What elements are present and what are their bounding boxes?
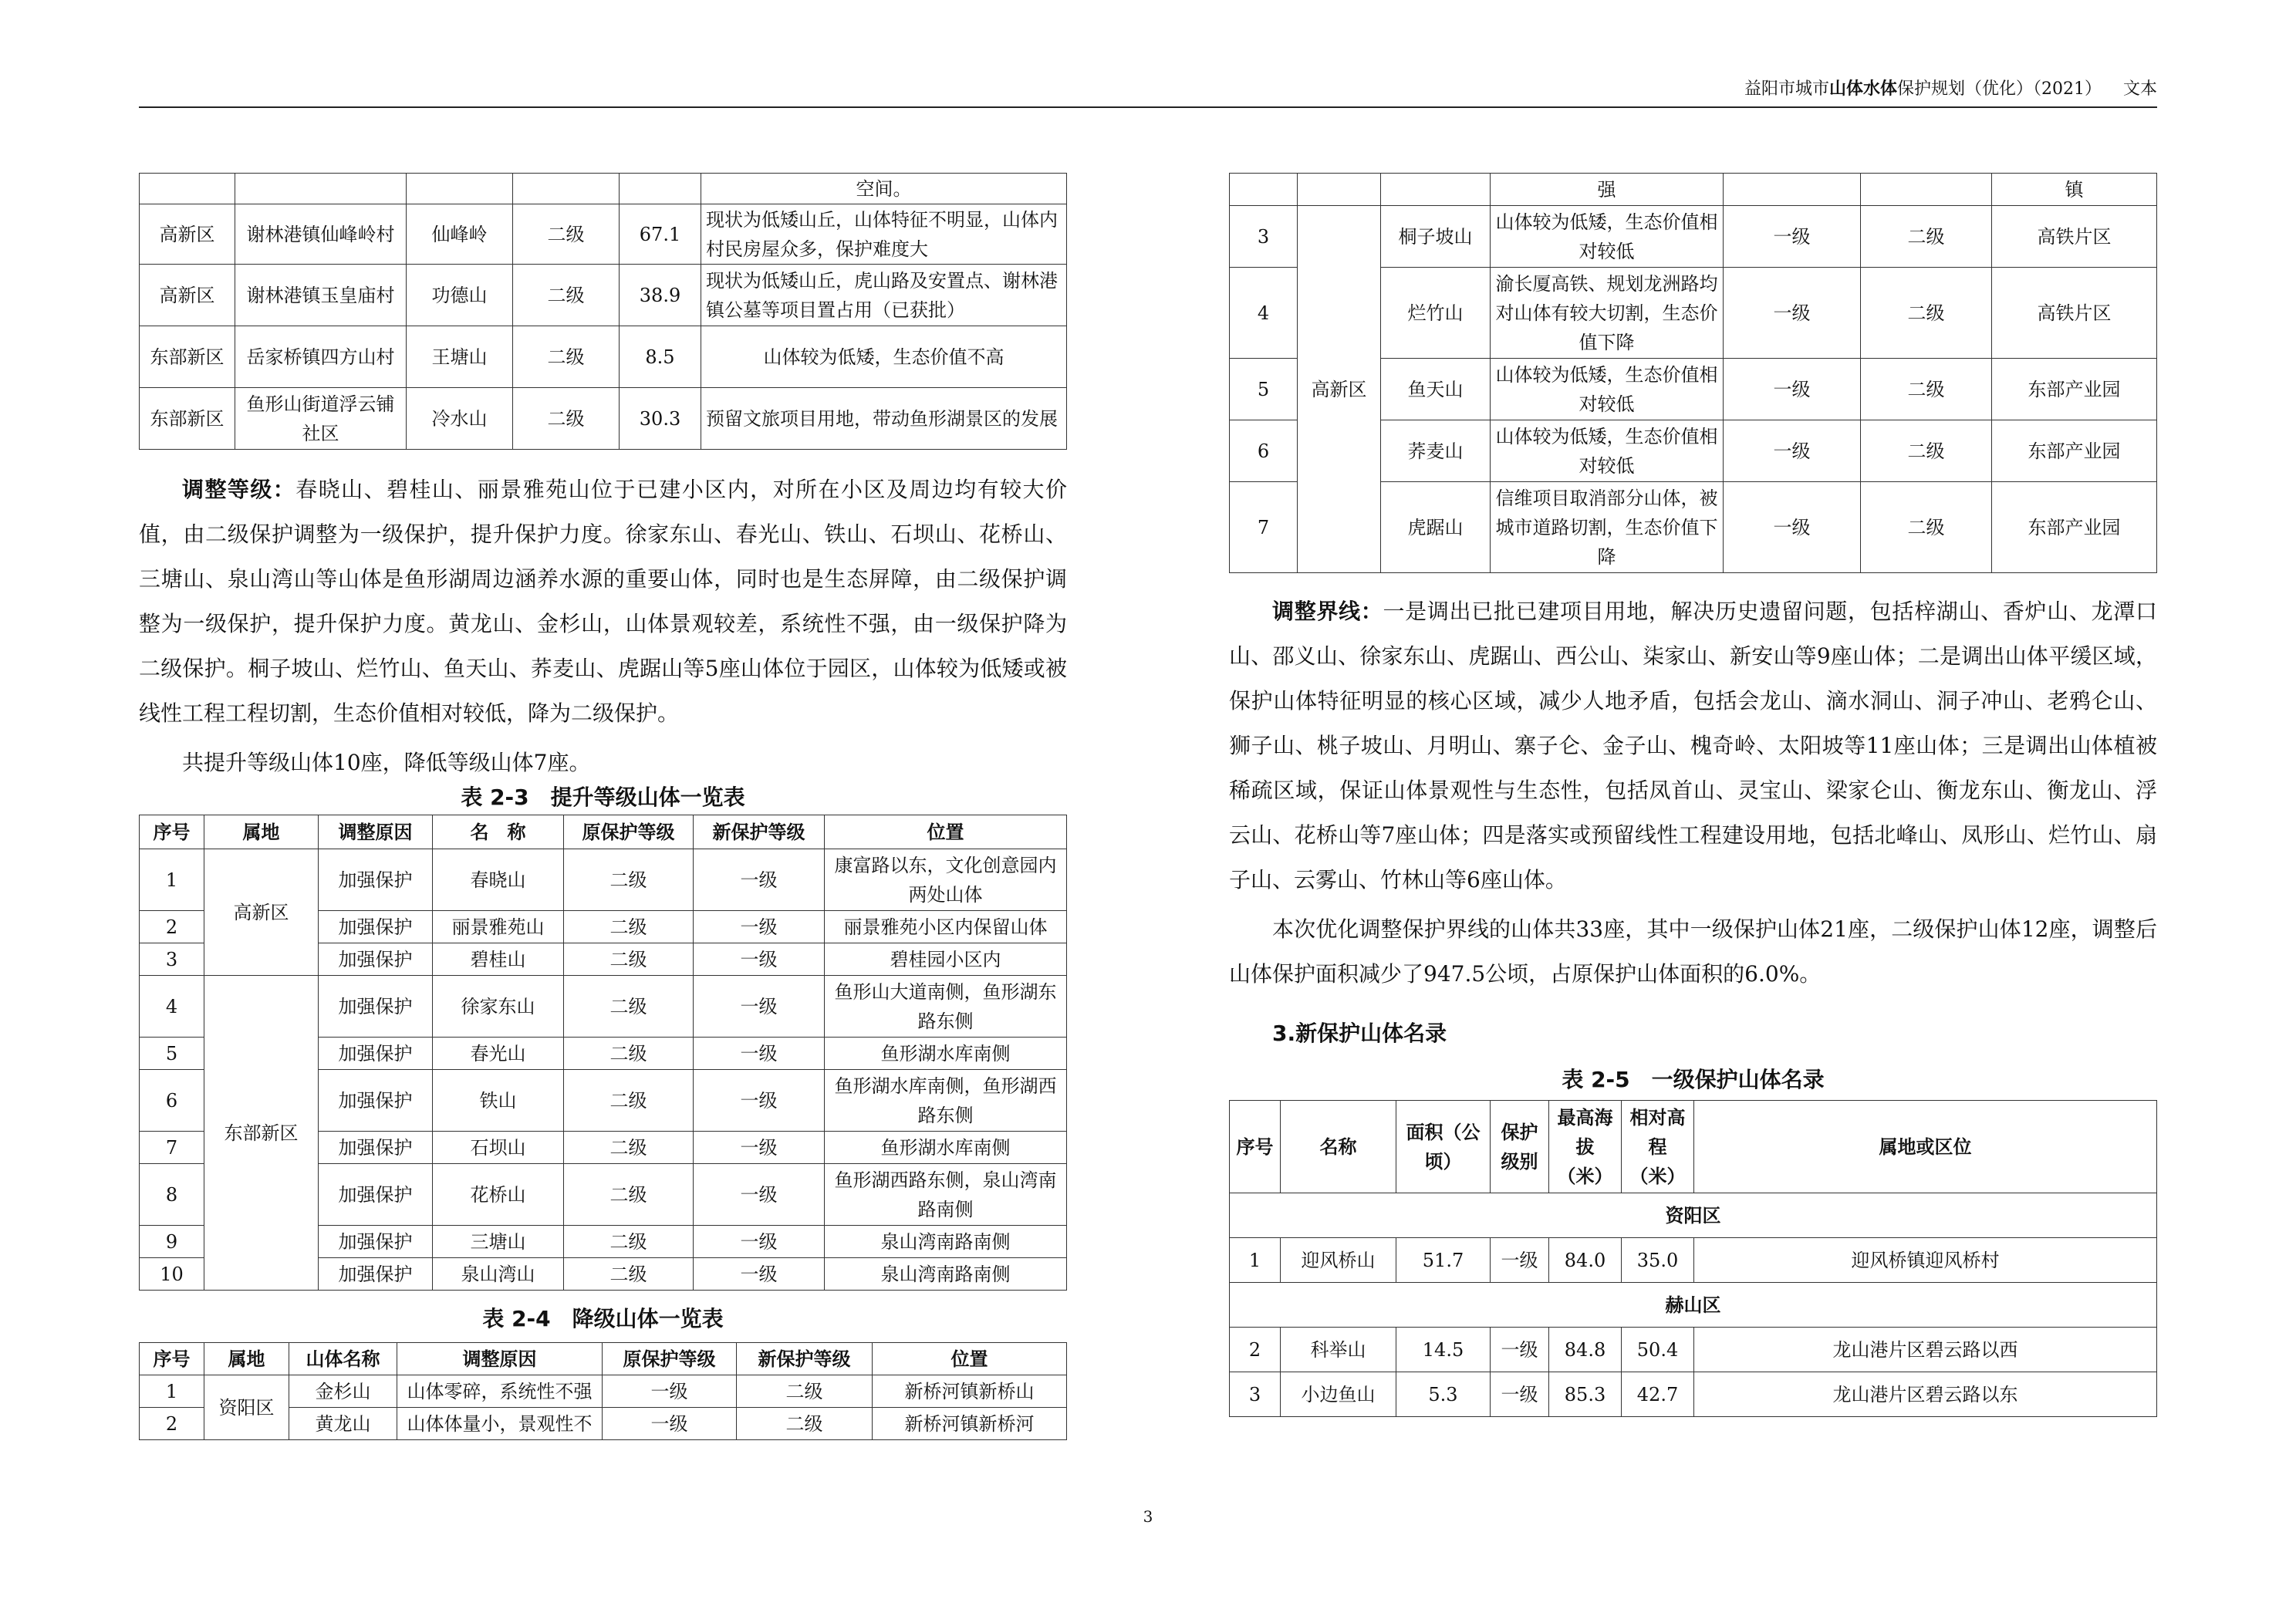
table-2-5 (1229, 1100, 2157, 1417)
paragraph-adjust-boundary (1229, 589, 2157, 903)
column-header: 名称 (1281, 1101, 1396, 1193)
cell: 一级 (694, 1038, 825, 1070)
cell: 荞麦山 (1381, 420, 1491, 482)
cell: 一级 (1724, 420, 1861, 482)
cell: 14.5 (1396, 1328, 1491, 1372)
table-row (140, 326, 1067, 388)
cell: 二级 (737, 1375, 873, 1408)
cell: 山体较为低矮，生态价值相对较低 (1491, 206, 1724, 268)
group-cell: 高新区 (204, 849, 319, 976)
column-header: 新保护等级 (694, 815, 825, 849)
column-header: 序号 (1230, 1101, 1281, 1193)
column-header: 属地或区位 (1694, 1101, 2157, 1193)
cell: 一级 (694, 1258, 825, 1291)
cell: 35.0 (1622, 1238, 1694, 1283)
cell: 6 (140, 1070, 204, 1132)
cell: 加强保护 (319, 976, 433, 1038)
table-2-3 (139, 815, 1067, 1291)
cell: 信维项目取消部分山体，被城市道路切割，生态价值下降 (1491, 482, 1724, 573)
cell: 加强保护 (319, 1132, 433, 1164)
cell: 现状为低矮山丘，山体特征不明显，山体内村民房屋众多，保护难度大 (701, 204, 1067, 265)
paragraph-summary (139, 741, 1067, 785)
cell: 山体较为低矮，生态价值不高 (701, 326, 1067, 388)
group-cell: 高新区 (1298, 206, 1381, 573)
column-header: 调整原因 (397, 1343, 603, 1375)
cell: 鱼形湖水库南侧 (825, 1132, 1067, 1164)
cell: 8 (140, 1164, 204, 1226)
cell: 3 (1230, 206, 1298, 268)
cell: 85.3 (1549, 1372, 1622, 1417)
cell: 仙峰岭 (407, 204, 513, 265)
cell: 鱼形湖西路东侧，泉山湾南路南侧 (825, 1164, 1067, 1226)
table-row (140, 976, 1067, 1038)
cell: 丽景雅苑山 (433, 911, 564, 943)
district-row (1230, 1193, 2157, 1238)
cell: 功德山 (407, 265, 513, 326)
cell: 7 (1230, 482, 1298, 573)
cell: 二级 (564, 911, 694, 943)
cell: 龙山港片区碧云路以东 (1694, 1372, 2157, 1417)
cell: 加强保护 (319, 943, 433, 976)
cell: 二级 (513, 388, 620, 450)
cell: 泉山湾南路南侧 (825, 1258, 1067, 1291)
page-number: 3 (1143, 1507, 1153, 1526)
table-row (1230, 1372, 2157, 1417)
para-text: 一是调出已批已建项目用地，解决历史遗留问题，包括梓湖山、香炉山、龙潭口山、邵义山、徐家东山、虎踞山、西公山、柒家山、新安山等9座山体；二是调出山体平缓区域，保护山体特征明显的核心区域，减少人地矛盾，包括会龙山、滴水洞山、洞子冲山、老鸦仑山、狮子山、桃子坡山、月明山、寨子仑、金子山、槐奇岭、太阳坡等11座山体；三是调出山体植被稀疏区域，保证山体景观性与生态性，包括凤首山、灵宝山、梁家仑山、衡龙东山、衡龙山、浮云山、花桥山等7座山体；四是落实或预留线性工程建设用地，包括北峰山、凤形山、烂竹山、扇子山、云雾山、竹林山等6座山体。 (1229, 599, 2157, 892)
cell: 2 (140, 911, 204, 943)
cell: 二级 (564, 1038, 694, 1070)
cell: 春晓山 (433, 849, 564, 911)
table-2-5-caption: 表 2-5 一级保护山体名录 (1562, 1067, 1825, 1092)
cell: 高铁片区 (1992, 206, 2157, 268)
table-row (140, 1375, 1067, 1408)
cell: 鱼形山大道南侧，鱼形湖东路东侧 (825, 976, 1067, 1038)
cell (1381, 174, 1491, 206)
cell: 鱼形湖水库南侧，鱼形湖西路东侧 (825, 1070, 1067, 1132)
cell: 加强保护 (319, 1258, 433, 1291)
cell: 二级 (513, 204, 620, 265)
table-2-3-caption: 表 2-3 提升等级山体一览表 (461, 785, 745, 810)
cell: 二级 (513, 326, 620, 388)
cell: 一级 (694, 976, 825, 1038)
table-2-4-continued (1229, 173, 2157, 573)
cell: 5 (140, 1038, 204, 1070)
table-row (1230, 174, 2157, 206)
cell: 一级 (1724, 482, 1861, 573)
district-row (1230, 1283, 2157, 1328)
cell: 山体体量小，景观性不 (397, 1408, 603, 1440)
cell: 二级 (564, 976, 694, 1038)
cell: 一级 (694, 1164, 825, 1226)
cell: 8.5 (620, 326, 701, 388)
cell: 50.4 (1622, 1328, 1694, 1372)
cell: 一级 (694, 1226, 825, 1258)
table-row (140, 204, 1067, 265)
cell: 泉山湾南路南侧 (825, 1226, 1067, 1258)
cell: 二级 (564, 1258, 694, 1291)
cell: 康富路以东，文化创意园内两处山体 (825, 849, 1067, 911)
cell: 东部产业园 (1992, 420, 2157, 482)
cell: 鱼形湖水库南侧 (825, 1038, 1067, 1070)
cell: 虎踞山 (1381, 482, 1491, 573)
cell: 现状为低矮山丘，虎山路及安置点、谢林港镇公墓等项目置占用（已获批） (701, 265, 1067, 326)
cell: 黄龙山 (289, 1408, 397, 1440)
cell: 二级 (1861, 206, 1992, 268)
cell: 二级 (513, 265, 620, 326)
cell: 石坝山 (433, 1132, 564, 1164)
cell: 谢林港镇仙峰岭村 (235, 204, 407, 265)
district-label: 赫山区 (1230, 1283, 2157, 1328)
column-header: 原保护等级 (603, 1343, 737, 1375)
cell: 王塘山 (407, 326, 513, 388)
cell: 一级 (694, 911, 825, 943)
cell: 徐家东山 (433, 976, 564, 1038)
cell: 一级 (1491, 1372, 1549, 1417)
table-2-4-caption: 表 2-4 降级山体一览表 (482, 1306, 724, 1331)
cell: 一级 (603, 1408, 737, 1440)
cell: 烂竹山 (1381, 268, 1491, 359)
cell: 新桥河镇新桥山 (873, 1375, 1067, 1408)
column-header: 调整原因 (319, 815, 433, 849)
cell: 二级 (1861, 482, 1992, 573)
table-row (1230, 1328, 2157, 1372)
table-row (140, 265, 1067, 326)
cell: 一级 (1491, 1328, 1549, 1372)
cell: 一级 (1491, 1238, 1549, 1283)
para-label: 调整界线： (1272, 599, 1383, 624)
cell: 一级 (694, 1070, 825, 1132)
cell: 4 (1230, 268, 1298, 359)
cell: 桐子坡山 (1381, 206, 1491, 268)
cell: 7 (140, 1132, 204, 1164)
cell: 84.8 (1549, 1328, 1622, 1372)
cell: 鱼形山街道浮云铺社区 (235, 388, 407, 450)
cell: 42.7 (1622, 1372, 1694, 1417)
cell: 强 (1491, 174, 1724, 206)
cell: 一级 (694, 849, 825, 911)
cell: 5.3 (1396, 1372, 1491, 1417)
cell: 一级 (1724, 206, 1861, 268)
cell: 10 (140, 1258, 204, 1291)
column-header: 相对高程（米） (1622, 1101, 1694, 1193)
column-header: 序号 (140, 1343, 204, 1375)
cell (1298, 174, 1381, 206)
cell: 山体零碎，系统性不强 (397, 1375, 603, 1408)
cell: 预留文旅项目用地，带动鱼形湖景区的发展 (701, 388, 1067, 450)
cell: 30.3 (620, 388, 701, 450)
table-row (1230, 206, 2157, 268)
cell: 东部新区 (140, 388, 235, 450)
header-tag: 文本 (2122, 79, 2157, 99)
cell: 山体较为低矮，生态价值相对较低 (1491, 420, 1724, 482)
cell: 春光山 (433, 1038, 564, 1070)
cell: 泉山湾山 (433, 1258, 564, 1291)
cell: 花桥山 (433, 1164, 564, 1226)
cell: 4 (140, 976, 204, 1038)
table-row (140, 388, 1067, 450)
cell: 空间。 (701, 174, 1067, 204)
cell: 加强保护 (319, 1226, 433, 1258)
table-row (1230, 1238, 2157, 1283)
group-cell: 资阳区 (204, 1375, 289, 1440)
cell (1230, 174, 1298, 206)
column-header: 位置 (873, 1343, 1067, 1375)
column-header: 名 称 (433, 815, 564, 849)
para-label: 调整等级： (182, 477, 296, 502)
cell: 38.9 (620, 265, 701, 326)
column-header: 原保护等级 (564, 815, 694, 849)
cell: 二级 (564, 1226, 694, 1258)
cell: 东部新区 (140, 326, 235, 388)
cell (1724, 174, 1861, 206)
cell: 加强保护 (319, 1038, 433, 1070)
cell: 2 (140, 1408, 204, 1440)
cell: 5 (1230, 359, 1298, 420)
cell: 谢林港镇玉皇庙村 (235, 265, 407, 326)
cell: 冷水山 (407, 388, 513, 450)
cell: 9 (140, 1226, 204, 1258)
header-title-bold: 山体水体 (1828, 79, 1897, 99)
cell: 二级 (564, 1164, 694, 1226)
table-row (140, 849, 1067, 911)
cell: 二级 (564, 1070, 694, 1132)
column-header: 最高海拔（米） (1549, 1101, 1622, 1193)
cell: 二级 (1861, 359, 1992, 420)
cell: 丽景雅苑小区内保留山体 (825, 911, 1067, 943)
cell: 三塘山 (433, 1226, 564, 1258)
table-2-4 (139, 1342, 1067, 1440)
table-continued (139, 173, 1067, 450)
cell: 2 (1230, 1328, 1281, 1372)
cell: 二级 (564, 943, 694, 976)
para-text: 春晓山、碧桂山、丽景雅苑山位于已建小区内，对所在小区及周边均有较大价值，由二级保护调整为一级保护，提升保护力度。徐家东山、春光山、铁山、石坝山、花桥山、三塘山、泉山湾山等山体是鱼形湖周边涵养水源的重要山体，同时也是生态屏障，由二级保护调整为一级保护，提升保护力度。黄龙山、金杉山，山体景观较差，系统性不强，由一级保护降为二级保护。桐子坡山、烂竹山、鱼天山、荞麦山、虎踞山等5座山体位于园区，山体较为低矮或被线性工程工程切割，生态价值相对较低，降为二级保护。 (139, 477, 1067, 726)
cell: 3 (1230, 1372, 1281, 1417)
header-title-pre: 益阳市城市 (1744, 79, 1829, 99)
para-text: 本次优化调整保护界线的山体共33座，其中一级保护山体21座，二级保护山体12座，调整后山体保护面积减少了947.5公顷，占原保护山体面积的6.0%。 (1229, 916, 2157, 987)
section-heading: 3.新保护山体名录 (1272, 1021, 1447, 1046)
paragraph-adjust-level (139, 467, 1067, 736)
column-header: 保护级别 (1491, 1101, 1549, 1193)
column-header: 序号 (140, 815, 204, 849)
cell: 迎风桥山 (1281, 1238, 1396, 1283)
column-header: 位置 (825, 815, 1067, 849)
cell: 加强保护 (319, 849, 433, 911)
cell: 加强保护 (319, 1164, 433, 1226)
cell: 碧桂园小区内 (825, 943, 1067, 976)
column-header: 山体名称 (289, 1343, 397, 1375)
cell: 1 (140, 849, 204, 911)
cell: 岳家桥镇四方山村 (235, 326, 407, 388)
cell: 51.7 (1396, 1238, 1491, 1283)
cell: 高新区 (140, 204, 235, 265)
cell: 1 (140, 1375, 204, 1408)
cell: 67.1 (620, 204, 701, 265)
table-header-row (1230, 1101, 2157, 1193)
cell: 东部产业园 (1992, 482, 2157, 573)
column-header: 属地 (204, 1343, 289, 1375)
cell: 铁山 (433, 1070, 564, 1132)
cell: 镇 (1992, 174, 2157, 206)
cell: 高新区 (140, 265, 235, 326)
cell: 6 (1230, 420, 1298, 482)
cell: 二级 (564, 849, 694, 911)
group-cell: 东部新区 (204, 976, 319, 1291)
cell: 二级 (1861, 268, 1992, 359)
cell: 3 (140, 943, 204, 976)
cell: 龙山港片区碧云路以西 (1694, 1328, 2157, 1372)
column-header: 属地 (204, 815, 319, 849)
cell: 鱼天山 (1381, 359, 1491, 420)
table-row (140, 174, 1067, 204)
cell: 一级 (1724, 359, 1861, 420)
column-header: 新保护等级 (737, 1343, 873, 1375)
cell: 金杉山 (289, 1375, 397, 1408)
cell: 新桥河镇新桥河 (873, 1408, 1067, 1440)
cell: 一级 (694, 943, 825, 976)
cell: 二级 (1861, 420, 1992, 482)
paragraph-boundary-summary (1229, 907, 2157, 997)
cell: 东部产业园 (1992, 359, 2157, 420)
cell: 碧桂山 (433, 943, 564, 976)
cell: 84.0 (1549, 1238, 1622, 1283)
cell: 二级 (564, 1132, 694, 1164)
page-header (139, 76, 2157, 108)
cell: 山体较为低矮，生态价值相对较低 (1491, 359, 1724, 420)
cell (1861, 174, 1992, 206)
cell: 高铁片区 (1992, 268, 2157, 359)
table-header-row (140, 1343, 1067, 1375)
district-label: 资阳区 (1230, 1193, 2157, 1238)
cell: 二级 (737, 1408, 873, 1440)
para-text: 共提升等级山体10座，降低等级山体7座。 (182, 750, 591, 775)
header-title-post: 保护规划（优化）（2021） (1897, 79, 2102, 99)
cell: 一级 (694, 1132, 825, 1164)
cell: 渝长厦高铁、规划龙洲路均对山体有较大切割，生态价值下降 (1491, 268, 1724, 359)
column-header: 面积（公顷） (1396, 1101, 1491, 1193)
cell: 1 (1230, 1238, 1281, 1283)
cell: 小边鱼山 (1281, 1372, 1396, 1417)
cell: 迎风桥镇迎风桥村 (1694, 1238, 2157, 1283)
cell: 一级 (1724, 268, 1861, 359)
cell: 加强保护 (319, 911, 433, 943)
cell: 一级 (603, 1375, 737, 1408)
table-header-row (140, 815, 1067, 849)
cell: 科举山 (1281, 1328, 1396, 1372)
cell: 加强保护 (319, 1070, 433, 1132)
